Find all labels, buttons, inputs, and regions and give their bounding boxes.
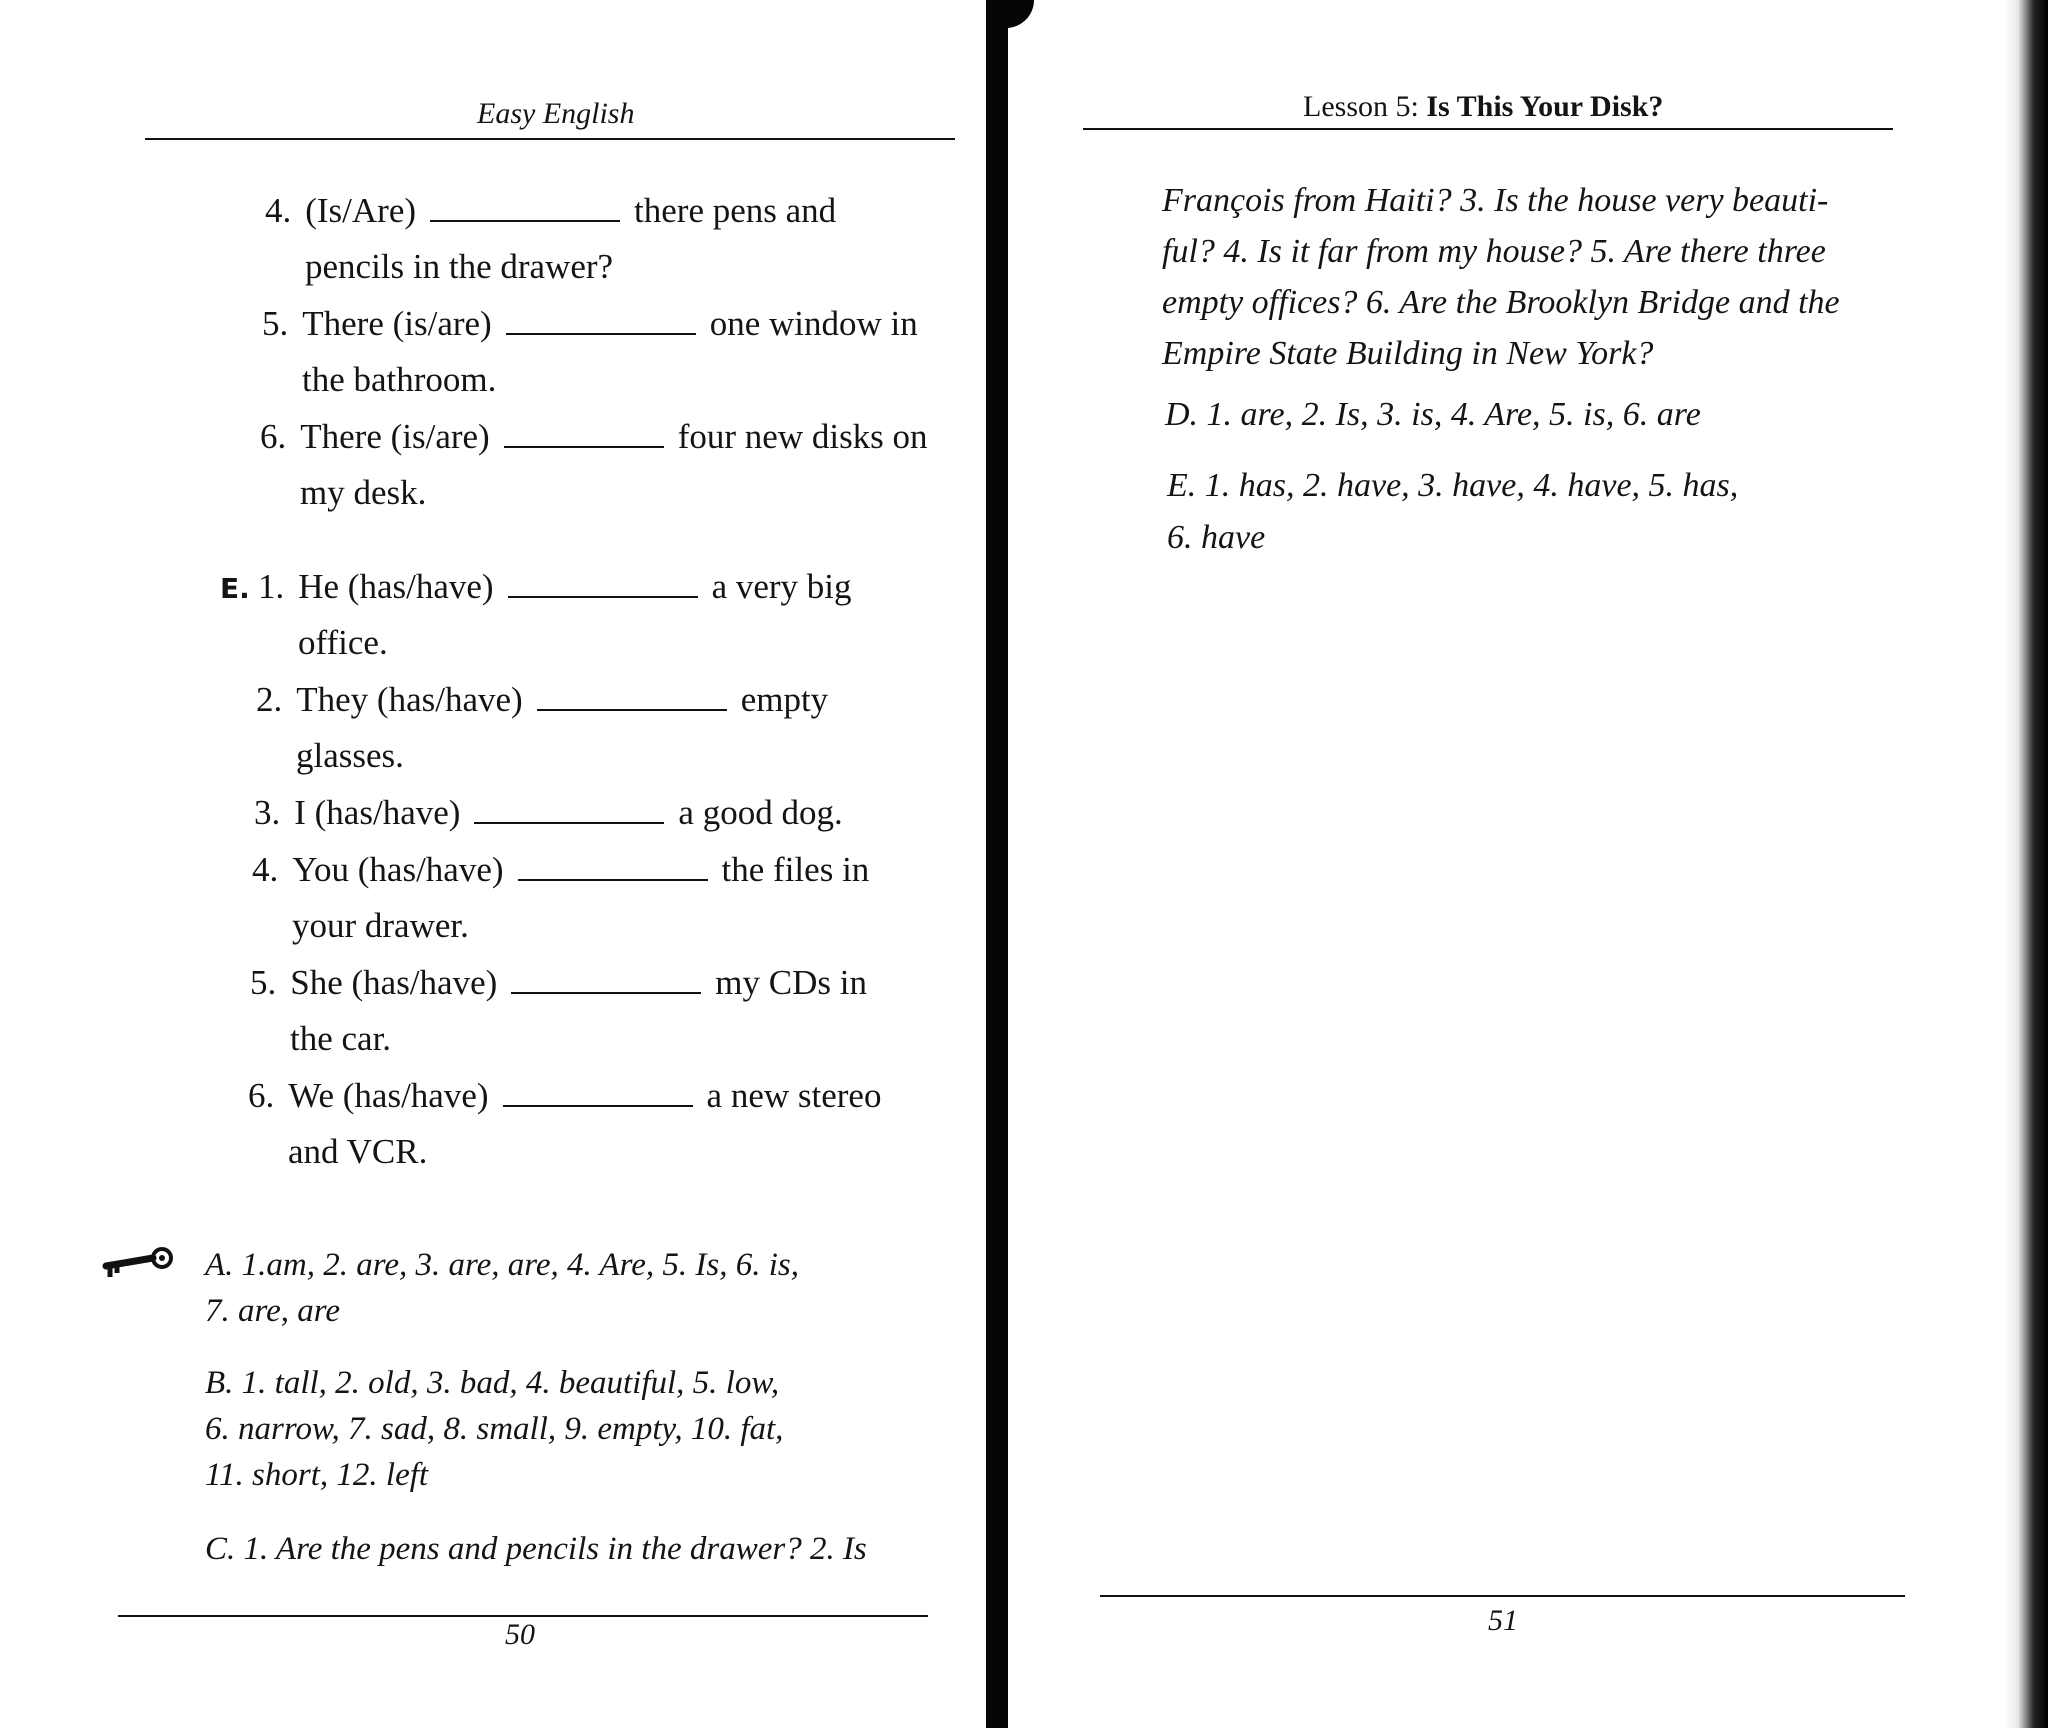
answer-key-icon: [102, 1246, 177, 1280]
exercise-line: [250, 962, 867, 1004]
exercise-line: [262, 303, 918, 345]
answer-line: Empire State Building in New York?: [1162, 335, 1654, 372]
item-number: 2.: [256, 680, 283, 719]
exercise-line-2: pencils in the drawer?: [305, 247, 614, 286]
exercise-line: [252, 849, 869, 891]
answer-c: [205, 1526, 867, 1572]
answer-blank[interactable]: [537, 683, 727, 711]
item-prompt: They (has/have): [296, 680, 523, 719]
item-continuation: a new stereo: [706, 1076, 882, 1115]
item-number: 5.: [250, 963, 277, 1002]
answer-line: ful? 4. Is it far from my house? 5. Are there three: [1162, 233, 1826, 270]
exercise-line-2: my desk.: [300, 473, 427, 512]
answer-blank[interactable]: [504, 420, 664, 448]
page-number: 51: [1488, 1604, 1518, 1637]
header-rule: [1083, 128, 1893, 130]
running-header: [1303, 90, 1663, 124]
answer-d: [1165, 392, 1701, 438]
exercise-line: [254, 792, 843, 834]
answer-line: 11. short, 12. left: [205, 1457, 429, 1493]
item-prompt: We (has/have): [288, 1076, 489, 1115]
item-prompt: I (has/have): [294, 793, 461, 832]
exercise-line-2: and VCR.: [288, 1132, 428, 1171]
answer-a: [205, 1242, 799, 1334]
exercise-line-2: glasses.: [296, 736, 404, 775]
item-continuation: four new disks on: [677, 417, 928, 456]
item-continuation: empty: [740, 680, 829, 719]
item-continuation: a good dog.: [678, 793, 843, 832]
footer-rule: [1100, 1595, 1905, 1597]
item-prompt: (Is/Are): [305, 191, 417, 230]
lesson-title: Is This Your Disk?: [1426, 90, 1664, 123]
item-prompt: There (is/are): [300, 417, 490, 456]
item-number: 4.: [252, 850, 279, 889]
item-continuation: a very big: [711, 567, 852, 606]
answer-line: B. 1. tall, 2. old, 3. bad, 4. beautiful, 5. low,: [205, 1365, 780, 1401]
item-number: 5.: [262, 304, 289, 343]
answer-line: 6. narrow, 7. sad, 8. small, 9. empty, 10. fat,: [205, 1411, 784, 1447]
exercise-line: [256, 679, 828, 721]
item-number: 4.: [265, 191, 292, 230]
item-continuation: there pens and: [634, 191, 837, 230]
answer-blank[interactable]: [474, 796, 664, 824]
answer-line: C. 1. Are the pens and pencils in the drawer? 2. Is: [205, 1531, 867, 1567]
answer-blank[interactable]: [430, 194, 620, 222]
answer-blank[interactable]: [508, 570, 698, 598]
left-page: [0, 0, 985, 1728]
running-header: Easy English: [477, 97, 635, 130]
right-page: [1010, 0, 2048, 1728]
answer-blank[interactable]: [511, 966, 701, 994]
answer-c-continued: [1162, 175, 1840, 379]
book-spine: [986, 0, 1008, 1728]
item-number: 3.: [254, 793, 281, 832]
item-continuation: my CDs in: [715, 963, 867, 1002]
exercise-line: [260, 416, 928, 458]
item-number: 6.: [248, 1076, 275, 1115]
item-prompt: You (has/have): [292, 850, 504, 889]
lesson-label: Lesson 5:: [1303, 90, 1427, 123]
answer-line: 7. are, are: [205, 1293, 341, 1329]
exercise-line-2: the car.: [290, 1019, 392, 1058]
exercise-line: [258, 566, 852, 608]
exercise-line-2: office.: [298, 623, 388, 662]
answer-line: 6. have: [1167, 519, 1266, 556]
page-edge-shadow: [2004, 0, 2048, 1728]
exercise-line: [265, 190, 836, 232]
exercise-e-label: E.: [220, 572, 250, 605]
answer-line: E. 1. has, 2. have, 3. have, 4. have, 5. has,: [1167, 467, 1739, 504]
header-rule: [145, 138, 955, 140]
item-prompt: She (has/have): [290, 963, 498, 1002]
answer-line: A. 1.am, 2. are, 3. are, are, 4. Are, 5. Is, 6. is,: [205, 1247, 799, 1283]
answer-blank[interactable]: [518, 853, 708, 881]
answer-blank[interactable]: [503, 1079, 693, 1107]
item-continuation: the files in: [721, 850, 870, 889]
item-number: 6.: [260, 417, 287, 456]
item-prompt: There (is/are): [302, 304, 492, 343]
answer-blank[interactable]: [506, 307, 696, 335]
answer-e: [1167, 460, 1738, 564]
answer-line: François from Haiti? 3. Is the house very beauti-: [1162, 182, 1829, 219]
item-prompt: He (has/have): [298, 567, 494, 606]
exercise-line-2: the bathroom.: [302, 360, 497, 399]
page-number: 50: [505, 1618, 535, 1651]
answer-b: [205, 1360, 783, 1498]
item-number: 1.: [258, 567, 285, 606]
exercise-line-2: your drawer.: [292, 906, 469, 945]
answer-line: empty offices? 6. Are the Brooklyn Bridge and the: [1162, 284, 1840, 321]
exercise-line: [248, 1075, 881, 1117]
answer-line: D. 1. are, 2. Is, 3. is, 4. Are, 5. is, 6. are: [1165, 396, 1701, 433]
footer-rule: [118, 1615, 928, 1617]
item-continuation: one window in: [709, 304, 918, 343]
